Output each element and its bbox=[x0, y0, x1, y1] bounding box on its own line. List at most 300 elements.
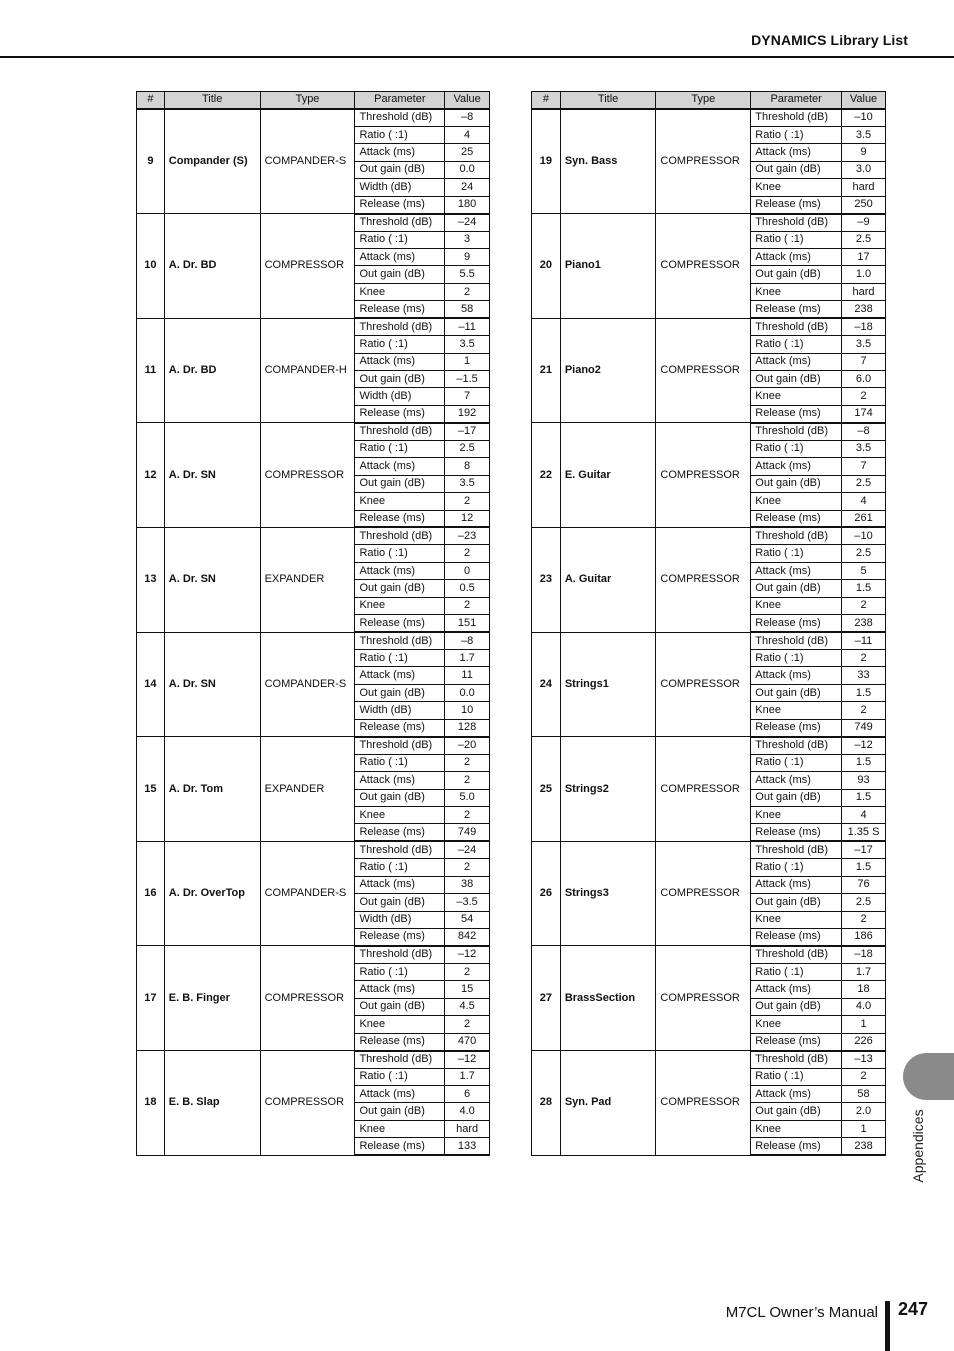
table-header-row bbox=[532, 92, 886, 109]
entry-title: A. Guitar bbox=[560, 527, 656, 632]
parameter-value: 0.0 bbox=[445, 161, 490, 178]
parameter-value: 2 bbox=[445, 772, 490, 789]
parameter-name: Knee bbox=[751, 597, 842, 614]
parameter-value: 4 bbox=[842, 806, 886, 823]
col-header-type: Type bbox=[260, 92, 355, 109]
table-row bbox=[137, 318, 490, 335]
parameter-name: Ratio ( :1) bbox=[355, 963, 445, 980]
parameter-value: –1.5 bbox=[445, 371, 490, 388]
parameter-value: 470 bbox=[445, 1033, 490, 1050]
entry-type: EXPANDER bbox=[260, 527, 355, 632]
entry-title: E. B. Slap bbox=[164, 1051, 260, 1156]
parameter-value: 4.0 bbox=[445, 1103, 490, 1120]
table-row bbox=[137, 632, 490, 649]
parameter-name: Ratio ( :1) bbox=[355, 754, 445, 771]
parameter-name: Width (dB) bbox=[355, 388, 445, 405]
parameter-value: 18 bbox=[842, 981, 886, 998]
parameter-value: 15 bbox=[445, 981, 490, 998]
parameter-name: Out gain (dB) bbox=[751, 266, 842, 283]
parameter-value: 3.0 bbox=[842, 161, 886, 178]
parameter-value: 9 bbox=[445, 248, 490, 265]
entry-title: Strings3 bbox=[560, 841, 656, 946]
parameter-value: 2.5 bbox=[842, 475, 886, 492]
section-tab bbox=[903, 1053, 954, 1100]
parameter-value: 1.7 bbox=[445, 1068, 490, 1085]
entry-number: 16 bbox=[137, 841, 165, 946]
parameter-value: 2.0 bbox=[842, 1103, 886, 1120]
parameter-name: Knee bbox=[355, 1016, 445, 1033]
table-row bbox=[532, 527, 886, 544]
parameter-name: Threshold (dB) bbox=[355, 1051, 445, 1068]
entry-title: A. Dr. BD bbox=[164, 214, 260, 319]
parameter-value: 2 bbox=[842, 702, 886, 719]
parameter-name: Width (dB) bbox=[355, 702, 445, 719]
parameter-name: Out gain (dB) bbox=[751, 894, 842, 911]
parameter-name: Knee bbox=[355, 597, 445, 614]
parameter-name: Threshold (dB) bbox=[751, 737, 842, 754]
parameter-name: Out gain (dB) bbox=[751, 371, 842, 388]
parameter-name: Out gain (dB) bbox=[751, 998, 842, 1015]
parameter-name: Release (ms) bbox=[751, 824, 842, 841]
parameter-name: Attack (ms) bbox=[355, 667, 445, 684]
parameter-name: Threshold (dB) bbox=[751, 1051, 842, 1068]
parameter-value: 2.5 bbox=[842, 894, 886, 911]
parameter-value: 6 bbox=[445, 1085, 490, 1102]
table-row bbox=[532, 214, 886, 231]
entry-type: COMPANDER-S bbox=[260, 841, 355, 946]
parameter-name: Attack (ms) bbox=[355, 458, 445, 475]
parameter-name: Release (ms) bbox=[751, 405, 842, 422]
entry-title: A. Dr. SN bbox=[164, 423, 260, 528]
entry-number: 19 bbox=[532, 109, 561, 214]
entry-number: 11 bbox=[137, 318, 165, 423]
entry-type: COMPRESSOR bbox=[260, 423, 355, 528]
parameter-name: Threshold (dB) bbox=[751, 214, 842, 231]
parameter-name: Ratio ( :1) bbox=[751, 545, 842, 562]
entry-number: 24 bbox=[532, 632, 561, 737]
parameter-value: –24 bbox=[445, 214, 490, 231]
entry-type: COMPRESSOR bbox=[656, 318, 751, 423]
parameter-name: Knee bbox=[355, 806, 445, 823]
col-header-type: Type bbox=[656, 92, 751, 109]
parameter-value: 4.0 bbox=[842, 998, 886, 1015]
entry-title: Syn. Pad bbox=[560, 1051, 656, 1156]
parameter-value: 12 bbox=[445, 510, 490, 527]
parameter-value: 6.0 bbox=[842, 371, 886, 388]
parameter-name: Attack (ms) bbox=[355, 1085, 445, 1102]
table-row bbox=[532, 632, 886, 649]
entry-number: 21 bbox=[532, 318, 561, 423]
parameter-name: Ratio ( :1) bbox=[355, 126, 445, 143]
parameter-value: 1 bbox=[842, 1120, 886, 1137]
parameter-name: Release (ms) bbox=[355, 615, 445, 632]
parameter-value: 1.7 bbox=[842, 963, 886, 980]
entry-type: COMPRESSOR bbox=[656, 841, 751, 946]
parameter-value: 1.7 bbox=[445, 650, 490, 667]
parameter-value: 2 bbox=[445, 963, 490, 980]
parameter-name: Threshold (dB) bbox=[751, 946, 842, 963]
parameter-value: 1.5 bbox=[842, 754, 886, 771]
parameter-value: hard bbox=[445, 1120, 490, 1137]
parameter-value: 261 bbox=[842, 510, 886, 527]
parameter-value: 58 bbox=[842, 1085, 886, 1102]
parameter-name: Release (ms) bbox=[751, 510, 842, 527]
parameter-name: Attack (ms) bbox=[355, 981, 445, 998]
parameter-name: Ratio ( :1) bbox=[751, 754, 842, 771]
parameter-name: Knee bbox=[751, 493, 842, 510]
parameter-name: Threshold (dB) bbox=[355, 109, 445, 126]
table-row bbox=[137, 214, 490, 231]
parameter-name: Out gain (dB) bbox=[355, 684, 445, 701]
parameter-name: Attack (ms) bbox=[751, 144, 842, 161]
parameter-name: Release (ms) bbox=[751, 301, 842, 318]
entry-title: Piano2 bbox=[560, 318, 656, 423]
parameter-value: –3.5 bbox=[445, 894, 490, 911]
parameter-value: –12 bbox=[445, 1051, 490, 1068]
table-row bbox=[532, 841, 886, 858]
parameter-name: Threshold (dB) bbox=[355, 946, 445, 963]
parameter-value: 25 bbox=[445, 144, 490, 161]
parameter-value: 226 bbox=[842, 1033, 886, 1050]
parameter-value: 1.0 bbox=[842, 266, 886, 283]
parameter-value: 17 bbox=[842, 248, 886, 265]
entry-title: Piano1 bbox=[560, 214, 656, 319]
entry-number: 23 bbox=[532, 527, 561, 632]
parameter-name: Knee bbox=[751, 283, 842, 300]
parameter-name: Out gain (dB) bbox=[355, 161, 445, 178]
entry-title: A. Dr. Tom bbox=[164, 737, 260, 842]
parameter-name: Ratio ( :1) bbox=[355, 1068, 445, 1085]
parameter-value: 2 bbox=[842, 650, 886, 667]
parameter-value: 4 bbox=[445, 126, 490, 143]
entry-type: COMPRESSOR bbox=[656, 1051, 751, 1156]
parameter-value: 1.5 bbox=[842, 859, 886, 876]
parameter-value: 38 bbox=[445, 876, 490, 893]
parameter-name: Attack (ms) bbox=[355, 353, 445, 370]
parameter-value: 2.5 bbox=[842, 231, 886, 248]
parameter-value: 3 bbox=[445, 231, 490, 248]
entry-type: COMPANDER-H bbox=[260, 318, 355, 423]
parameter-value: 5.5 bbox=[445, 266, 490, 283]
parameter-value: 9 bbox=[842, 144, 886, 161]
parameter-name: Release (ms) bbox=[355, 719, 445, 736]
footer-divider bbox=[885, 1301, 890, 1351]
table-row bbox=[532, 1051, 886, 1068]
parameter-name: Threshold (dB) bbox=[751, 841, 842, 858]
parameter-name: Out gain (dB) bbox=[355, 789, 445, 806]
parameter-value: 133 bbox=[445, 1138, 490, 1155]
parameter-value: –9 bbox=[842, 214, 886, 231]
parameter-value: 128 bbox=[445, 719, 490, 736]
parameter-name: Out gain (dB) bbox=[751, 789, 842, 806]
col-header-parameter: Parameter bbox=[355, 92, 445, 109]
parameter-value: 7 bbox=[842, 458, 886, 475]
parameter-value: 2 bbox=[445, 283, 490, 300]
parameter-name: Knee bbox=[751, 1016, 842, 1033]
parameter-name: Ratio ( :1) bbox=[355, 440, 445, 457]
parameter-value: 2 bbox=[842, 911, 886, 928]
parameter-name: Knee bbox=[751, 388, 842, 405]
parameter-value: 0.5 bbox=[445, 580, 490, 597]
entry-number: 25 bbox=[532, 737, 561, 842]
parameter-name: Release (ms) bbox=[751, 196, 842, 213]
parameter-value: 24 bbox=[445, 179, 490, 196]
parameter-value: 2 bbox=[445, 545, 490, 562]
parameter-value: 11 bbox=[445, 667, 490, 684]
parameter-name: Threshold (dB) bbox=[355, 632, 445, 649]
parameter-value: 250 bbox=[842, 196, 886, 213]
parameter-value: 238 bbox=[842, 1138, 886, 1155]
parameter-name: Threshold (dB) bbox=[355, 214, 445, 231]
entry-type: COMPRESSOR bbox=[656, 946, 751, 1051]
parameter-name: Threshold (dB) bbox=[751, 527, 842, 544]
page-number: 247 bbox=[898, 1299, 929, 1319]
parameter-value: 238 bbox=[842, 615, 886, 632]
parameter-name: Attack (ms) bbox=[751, 458, 842, 475]
parameter-value: 5.0 bbox=[445, 789, 490, 806]
parameter-value: 2 bbox=[445, 806, 490, 823]
parameter-value: 1 bbox=[842, 1016, 886, 1033]
parameter-value: 749 bbox=[842, 719, 886, 736]
parameter-name: Out gain (dB) bbox=[355, 1103, 445, 1120]
parameter-value: –24 bbox=[445, 841, 490, 858]
parameter-name: Release (ms) bbox=[355, 196, 445, 213]
parameter-name: Out gain (dB) bbox=[355, 998, 445, 1015]
table-row bbox=[532, 318, 886, 335]
parameter-value: –8 bbox=[445, 109, 490, 126]
parameter-name: Ratio ( :1) bbox=[355, 859, 445, 876]
entry-type: COMPRESSOR bbox=[656, 632, 751, 737]
parameter-value: 2.5 bbox=[842, 545, 886, 562]
parameter-value: 4.5 bbox=[445, 998, 490, 1015]
parameter-name: Release (ms) bbox=[355, 405, 445, 422]
parameter-value: 151 bbox=[445, 615, 490, 632]
entry-title: A. Dr. SN bbox=[164, 527, 260, 632]
table-row bbox=[532, 946, 886, 963]
parameter-name: Threshold (dB) bbox=[751, 423, 842, 440]
parameter-value: 1.5 bbox=[842, 789, 886, 806]
parameter-name: Knee bbox=[355, 493, 445, 510]
parameter-name: Ratio ( :1) bbox=[355, 545, 445, 562]
parameter-name: Ratio ( :1) bbox=[751, 126, 842, 143]
parameter-value: 58 bbox=[445, 301, 490, 318]
entry-type: COMPRESSOR bbox=[656, 737, 751, 842]
parameter-name: Out gain (dB) bbox=[751, 684, 842, 701]
table-row bbox=[137, 737, 490, 754]
entry-number: 17 bbox=[137, 946, 165, 1051]
parameter-name: Threshold (dB) bbox=[355, 737, 445, 754]
parameter-name: Attack (ms) bbox=[751, 772, 842, 789]
entry-number: 22 bbox=[532, 423, 561, 528]
entry-number: 26 bbox=[532, 841, 561, 946]
parameter-value: 3.5 bbox=[445, 475, 490, 492]
parameter-value: 192 bbox=[445, 405, 490, 422]
parameter-value: 33 bbox=[842, 667, 886, 684]
parameter-value: 3.5 bbox=[842, 126, 886, 143]
parameter-value: –10 bbox=[842, 109, 886, 126]
parameter-value: –11 bbox=[445, 318, 490, 335]
table-row bbox=[137, 527, 490, 544]
parameter-name: Release (ms) bbox=[751, 615, 842, 632]
entry-type: COMPRESSOR bbox=[656, 527, 751, 632]
parameter-value: 0 bbox=[445, 562, 490, 579]
parameter-name: Ratio ( :1) bbox=[751, 859, 842, 876]
parameter-name: Attack (ms) bbox=[751, 562, 842, 579]
entry-title: E. B. Finger bbox=[164, 946, 260, 1051]
parameter-value: –8 bbox=[445, 632, 490, 649]
parameter-name: Out gain (dB) bbox=[355, 266, 445, 283]
parameter-name: Ratio ( :1) bbox=[751, 231, 842, 248]
parameter-name: Out gain (dB) bbox=[751, 475, 842, 492]
parameter-name: Knee bbox=[355, 1120, 445, 1137]
parameter-value: 2 bbox=[842, 1068, 886, 1085]
col-header-title: Title bbox=[164, 92, 260, 109]
parameter-name: Out gain (dB) bbox=[355, 371, 445, 388]
parameter-name: Attack (ms) bbox=[751, 1085, 842, 1102]
parameter-name: Threshold (dB) bbox=[355, 423, 445, 440]
parameter-value: 2 bbox=[445, 493, 490, 510]
parameter-value: 0.0 bbox=[445, 684, 490, 701]
parameter-name: Attack (ms) bbox=[355, 876, 445, 893]
parameter-name: Knee bbox=[751, 911, 842, 928]
parameter-value: 174 bbox=[842, 405, 886, 422]
parameter-name: Release (ms) bbox=[751, 1138, 842, 1155]
parameter-name: Release (ms) bbox=[751, 719, 842, 736]
parameter-value: hard bbox=[842, 179, 886, 196]
table-row bbox=[137, 109, 490, 126]
parameter-name: Threshold (dB) bbox=[751, 109, 842, 126]
parameter-value: 3.5 bbox=[842, 336, 886, 353]
parameter-value: 238 bbox=[842, 301, 886, 318]
parameter-value: 1.5 bbox=[842, 684, 886, 701]
parameter-name: Width (dB) bbox=[355, 911, 445, 928]
parameter-name: Ratio ( :1) bbox=[355, 336, 445, 353]
parameter-name: Release (ms) bbox=[355, 510, 445, 527]
parameter-value: 54 bbox=[445, 911, 490, 928]
entry-type: EXPANDER bbox=[260, 737, 355, 842]
entry-title: Compander (S) bbox=[164, 109, 260, 214]
parameter-value: 2 bbox=[842, 388, 886, 405]
entry-number: 13 bbox=[137, 527, 165, 632]
parameter-name: Knee bbox=[751, 179, 842, 196]
parameter-value: –8 bbox=[842, 423, 886, 440]
parameter-value: 2 bbox=[445, 754, 490, 771]
entry-type: COMPRESSOR bbox=[656, 214, 751, 319]
parameter-value: 3.5 bbox=[842, 440, 886, 457]
parameter-value: 5 bbox=[842, 562, 886, 579]
parameter-name: Threshold (dB) bbox=[751, 632, 842, 649]
entry-type: COMPRESSOR bbox=[260, 214, 355, 319]
col-header-num: # bbox=[532, 92, 561, 109]
parameter-name: Out gain (dB) bbox=[751, 1103, 842, 1120]
parameter-name: Release (ms) bbox=[355, 929, 445, 946]
parameter-value: 10 bbox=[445, 702, 490, 719]
table-row bbox=[532, 737, 886, 754]
parameter-value: –17 bbox=[842, 841, 886, 858]
parameter-name: Out gain (dB) bbox=[355, 894, 445, 911]
parameter-value: 2.5 bbox=[445, 440, 490, 457]
parameter-name: Attack (ms) bbox=[751, 353, 842, 370]
parameter-value: 76 bbox=[842, 876, 886, 893]
parameter-name: Ratio ( :1) bbox=[355, 231, 445, 248]
parameter-value: 1.35 S bbox=[842, 824, 886, 841]
entry-number: 27 bbox=[532, 946, 561, 1051]
entry-type: COMPRESSOR bbox=[656, 109, 751, 214]
entry-number: 15 bbox=[137, 737, 165, 842]
col-header-title: Title bbox=[560, 92, 656, 109]
parameter-name: Release (ms) bbox=[751, 1033, 842, 1050]
parameter-value: –17 bbox=[445, 423, 490, 440]
header-rule bbox=[0, 56, 954, 58]
entry-number: 18 bbox=[137, 1051, 165, 1156]
parameter-value: –23 bbox=[445, 527, 490, 544]
entry-title: Syn. Bass bbox=[560, 109, 656, 214]
parameter-value: –18 bbox=[842, 946, 886, 963]
entry-title: A. Dr. SN bbox=[164, 632, 260, 737]
col-header-value: Value bbox=[445, 92, 490, 109]
parameter-value: –12 bbox=[445, 946, 490, 963]
page-header-title: DYNAMICS Library List bbox=[751, 32, 908, 48]
parameter-name: Threshold (dB) bbox=[355, 318, 445, 335]
parameter-name: Out gain (dB) bbox=[751, 161, 842, 178]
parameter-value: 7 bbox=[842, 353, 886, 370]
entry-title: E. Guitar bbox=[560, 423, 656, 528]
library-table-left bbox=[136, 91, 490, 1156]
table-row bbox=[532, 423, 886, 440]
table-row bbox=[137, 946, 490, 963]
parameter-name: Width (dB) bbox=[355, 179, 445, 196]
table-row bbox=[532, 109, 886, 126]
entry-type: COMPRESSOR bbox=[260, 946, 355, 1051]
parameter-value: 186 bbox=[842, 929, 886, 946]
parameter-value: 2 bbox=[445, 597, 490, 614]
parameter-value: –18 bbox=[842, 318, 886, 335]
parameter-name: Attack (ms) bbox=[355, 248, 445, 265]
parameter-value: –13 bbox=[842, 1051, 886, 1068]
entry-title: A. Dr. OverTop bbox=[164, 841, 260, 946]
parameter-name: Threshold (dB) bbox=[355, 527, 445, 544]
entry-number: 10 bbox=[137, 214, 165, 319]
entry-number: 14 bbox=[137, 632, 165, 737]
parameter-value: 749 bbox=[445, 824, 490, 841]
parameter-value: –11 bbox=[842, 632, 886, 649]
parameter-name: Attack (ms) bbox=[355, 772, 445, 789]
entry-title: BrassSection bbox=[560, 946, 656, 1051]
entry-type: COMPANDER-S bbox=[260, 632, 355, 737]
parameter-value: 2 bbox=[445, 1016, 490, 1033]
parameter-name: Attack (ms) bbox=[751, 876, 842, 893]
parameter-name: Attack (ms) bbox=[751, 667, 842, 684]
parameter-name: Out gain (dB) bbox=[751, 580, 842, 597]
entry-number: 9 bbox=[137, 109, 165, 214]
parameter-name: Ratio ( :1) bbox=[751, 1068, 842, 1085]
entry-type: COMPANDER-S bbox=[260, 109, 355, 214]
entry-number: 20 bbox=[532, 214, 561, 319]
parameter-name: Release (ms) bbox=[751, 929, 842, 946]
parameter-value: 180 bbox=[445, 196, 490, 213]
entry-title: Strings2 bbox=[560, 737, 656, 842]
table-row bbox=[137, 1051, 490, 1068]
parameter-value: 3.5 bbox=[445, 336, 490, 353]
parameter-name: Ratio ( :1) bbox=[355, 650, 445, 667]
parameter-name: Knee bbox=[751, 1120, 842, 1137]
entry-number: 28 bbox=[532, 1051, 561, 1156]
entry-type: COMPRESSOR bbox=[260, 1051, 355, 1156]
table-row bbox=[137, 423, 490, 440]
parameter-name: Attack (ms) bbox=[751, 248, 842, 265]
table-row bbox=[137, 841, 490, 858]
entry-title: Strings1 bbox=[560, 632, 656, 737]
